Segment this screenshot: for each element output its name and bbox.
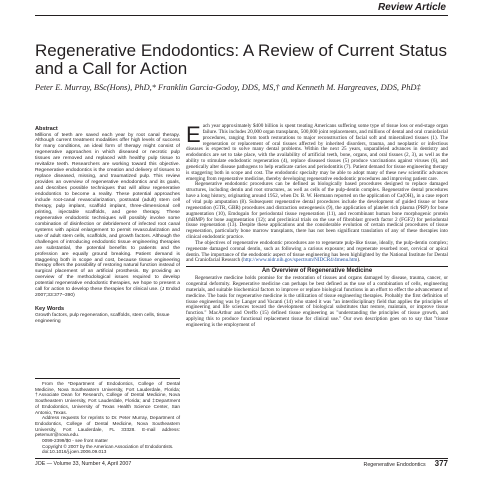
footer-section: Regenerative Endodontics <box>363 462 426 468</box>
nidcr-link[interactable]: http://www.nidr.nih.gov/spectrum/NIDCR4/4menu.htm <box>243 257 358 264</box>
affiliations: From the *Department of Endodontics, College of Dental Medicine, Nova Southeastern University, Fort Lauderdale, Florida; †Associate Dean for Research, College of Dental Medicine, Nova Southeastern University, Fort Lauderdale, Florida; and ‡Department of Endodontics, University of Texas Health Science Center, San Antonio, Texas. <box>35 381 180 415</box>
doi: doi:10.1016/j.joen.2006.09.013 <box>42 449 107 455</box>
abstract-text: Millions of teeth are saved each year by root canal therapy. Although current treatment modalities offer high levels of success for many conditions, an ideal form of therapy might consist of regenerative approaches in which diseased or necrotic pulp tissues are removed and replaced with healthy pulp tissue to revitalize teeth. Researchers are working toward this objective. Regenerative endodontics is the creation and delivery of tissues to replace diseased, missing, and traumatized pulp. This review provides an overview of regenerative endodontics and its goals, and describes possible techniques that will allow regenerative endodontics to become a reality. These potential approaches include root-canal revascularization, postnatal (adult) stem cell therapy, pulp implant, scaffold implant, three-dimensional cell printing, injectable scaffolds, and gene therapy. These regenerative endodontic techniques will possibly involve some combination of disinfection or debridement of infected root canal systems with apical enlargement to permit revascularization and use of adult stem cells, scaffolds, and growth factors. Although the challenges of introducing endodontic tissue engineering therapies are substantial, the potential benefits to patients and the profession are equally ground breaking. Patient demand is staggering both in scope and cost, because tissue engineering therapy offers the possibility of restoring natural function instead of surgical placement of an artificial prosthesis. By providing an overview of the methodological issues required to develop potential regenerative endodontic therapies, we hope to present a call for action to develop these therapies for clinical use. (J Endod 2007;33:377–390) <box>35 132 180 299</box>
keywords-heading: Key Words <box>35 306 65 313</box>
body-paragraph-4: Regenerative medicine holds promise for the restoration of tissues and organs damaged by disease, trauma, cancer, or congenital deformity. Regenerative medicine can perhaps be best defined as the use of a combination of cells, engineering materials, and suitable biochemical factors to improve or replace biological functions in an effort to effect the advancement of medicine. The basis for regenerative medicine is the utilization of tissue engineering therapies. Probably the first definition of tissue engineering was by Langer and Vacanti (14) who stated it was "an interdisciplinary field that applies the principles of engineering and life sciences toward the development of biological substitutes that restore, maintain, or improve tissue function." MacArthur and Oreffo (15) defined tissue engineering as "understanding the principles of tissue growth, and applying this to produce functional replacement tissue for clinical use." Our own description goes on to say that "tissue engineering is the employment of <box>186 275 448 328</box>
body-paragraph-3-end: ). <box>357 257 361 264</box>
article-title: Regenerative Endodontics: A Review of Current Status and a Call for Action <box>35 41 448 78</box>
body-paragraph-1-text: ach year approximately $400 billion is spent treating Americans suffering some type of tissue loss or end-stage organ failure. This includes 20,000 organ transplants, 500,000 joint replacements, and millions of dental and oral craniofacial procedures, ranging from tooth restorations to major reconstruction of facial soft and mineralized tissues (1). The regeneration or replacement of oral tissues affected by inherited disorders, trauma, and neoplastic or infectious diseases is expected to solve many dental problems. Within the next 25 years, unparalleled advances in dentistry and endodontics are set to take place, with the availability of artificial teeth, bone, organs, and oral tissues (2, 3), as well as the ability to stimulate endodontic regeneration (4), replace diseased tissues (5) produce vaccinations against viruses (6), and genetically alter disease pathogens to help eradicate caries and periodontitis (7). Patient demand for tissue engineering therapy is staggering both in scope and cost. The endodontic specialty may be able to adopt many of these new scientific advances emerging from regenerative medicine, thereby developing regenerative endodontic procedures and improving patient care. <box>186 123 448 182</box>
correspondence: Address requests for reprints to Dr. Peter Murray, Department of Endodontics, College of Dental Medicine, Nova Southeastern University, Fort Lauderdale, FL 33328. E-mail address: petemurr@nova.edu. <box>35 415 180 438</box>
article-footnote <box>35 381 180 455</box>
subsection-rule <box>186 266 448 267</box>
left-column <box>35 126 180 325</box>
body-column <box>186 124 448 329</box>
keywords-text: Growth factors, pulp regeneration, scaffolds, stem cells, tissue engineering <box>35 312 170 324</box>
body-paragraph-1 <box>186 124 448 182</box>
page-number: 377 <box>434 459 448 468</box>
subsection-heading: An Overview of Regenerative Medicine <box>261 268 373 275</box>
page-footer <box>364 459 449 468</box>
abstract-heading: Abstract <box>35 126 58 132</box>
footnote-rule <box>35 378 180 379</box>
body-paragraph-3 <box>186 241 448 264</box>
section-label: Review Article <box>378 2 446 13</box>
author-list: Peter E. Murray, BSc(Hons), PhD,* Franklin Garcia-Godoy, DDS, MS,† and Kenneth M. Hargreaves, DDS, PhD‡ <box>35 83 421 92</box>
journal-citation: JOE — Volume 33, Number 4, April 2007 <box>35 461 132 467</box>
issn: 0099-2399/$0 - see front matter <box>42 438 108 444</box>
copyright: Copyright © 2007 by the American Association of Endodontists. <box>42 443 174 449</box>
body-paragraph-2: Regenerative endodontic procedures can be defined as biologically based procedures designed to replace damaged structures, including dentin and root structures, as well as cells of the pulp-dentin complex. Regenerative dental procedures have a long history, originating around 1952, when Dr. B. W. Hermann reported on the application of Ca(OH)₂ in a case report of vital pulp amputation (8). Subsequent regenerative dental procedures include the development of guided tissue or bone regeneration (GTR, GBR) procedures and distraction osteogenesis (9), the application of platelet rich plasma (PRP) for bone augmentation (10), Emdogain for periodontal tissue regeneration (11), and recombinant human bone morphogenic protein (rhBMP) for bone augmentation (12); and preclinical trials on the use of fibroblast growth factor 2 (FGF2) for periodontal tissue regeneration (13). Despite these applications and the considerable evolution of certain medical procedures of tissue regeneration, particularly bone marrow transplants, there has not been significant translation of any of these therapies into clinical endodontic practice. <box>186 181 448 241</box>
body-paragraph-3-text: The objectives of regenerative endodontic procedures are to regenerate pulp-like tissue, ideally, the pulp-dentin complex; regenerate damaged coronal dentin, such as following a carious exposure; and regenerate resorbed root, cervical or apical dentin. The importance of the endodontic aspect of tissue engineering has been highlighted by the National Institute for Dental and Craniofacial Research ( <box>186 239 448 264</box>
header-rule <box>35 15 448 16</box>
drop-cap: E <box>186 122 201 147</box>
